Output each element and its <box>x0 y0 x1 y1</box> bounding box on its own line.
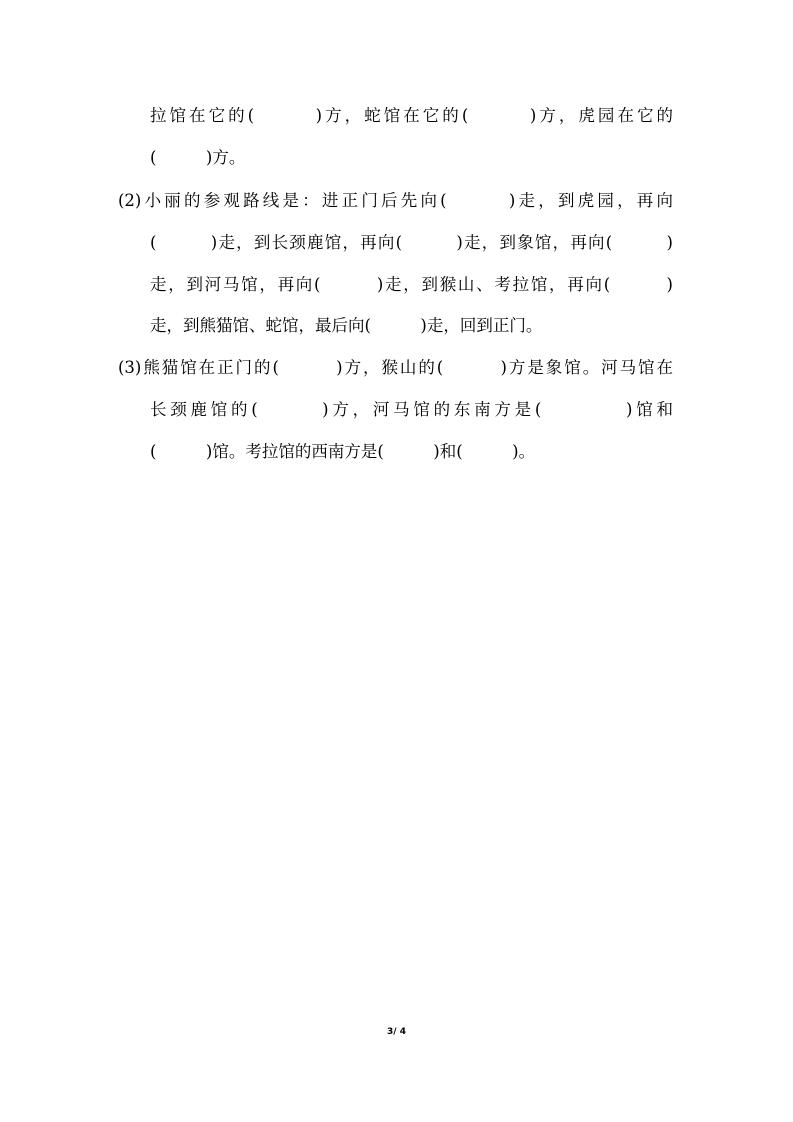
question-2-line-2: ( )走，到长颈鹿馆，再向( )走，到象馆，再向( ) <box>150 233 673 252</box>
question-2-line-3: 走，到河马馆，再向( )走，到猴山、考拉馆，再向( ) <box>150 275 673 294</box>
page-number: 3/ 4 <box>387 1027 406 1037</box>
question-3-line-3: ( )馆。考拉馆的西南方是( )和( )。 <box>150 442 536 461</box>
question-2-line-1: (2)小丽的参观路线是：进正门后先向( )走，到虎园，再向 <box>118 191 673 210</box>
text-line-1: 拉馆在它的( )方，蛇馆在它的( )方，虎园在它的 <box>150 106 673 125</box>
question-2-line-4: 走，到熊猫馆、蛇馆，最后向( )走，回到正门。 <box>150 316 543 335</box>
question-3-line-2: 长颈鹿馆的( )方，河马馆的东南方是( )馆和 <box>150 400 673 419</box>
text-line-2: ( )方。 <box>150 148 246 167</box>
question-3-line-1: (3)熊猫馆在正门的( )方，猴山的( )方是象馆。河马馆在 <box>118 358 673 377</box>
